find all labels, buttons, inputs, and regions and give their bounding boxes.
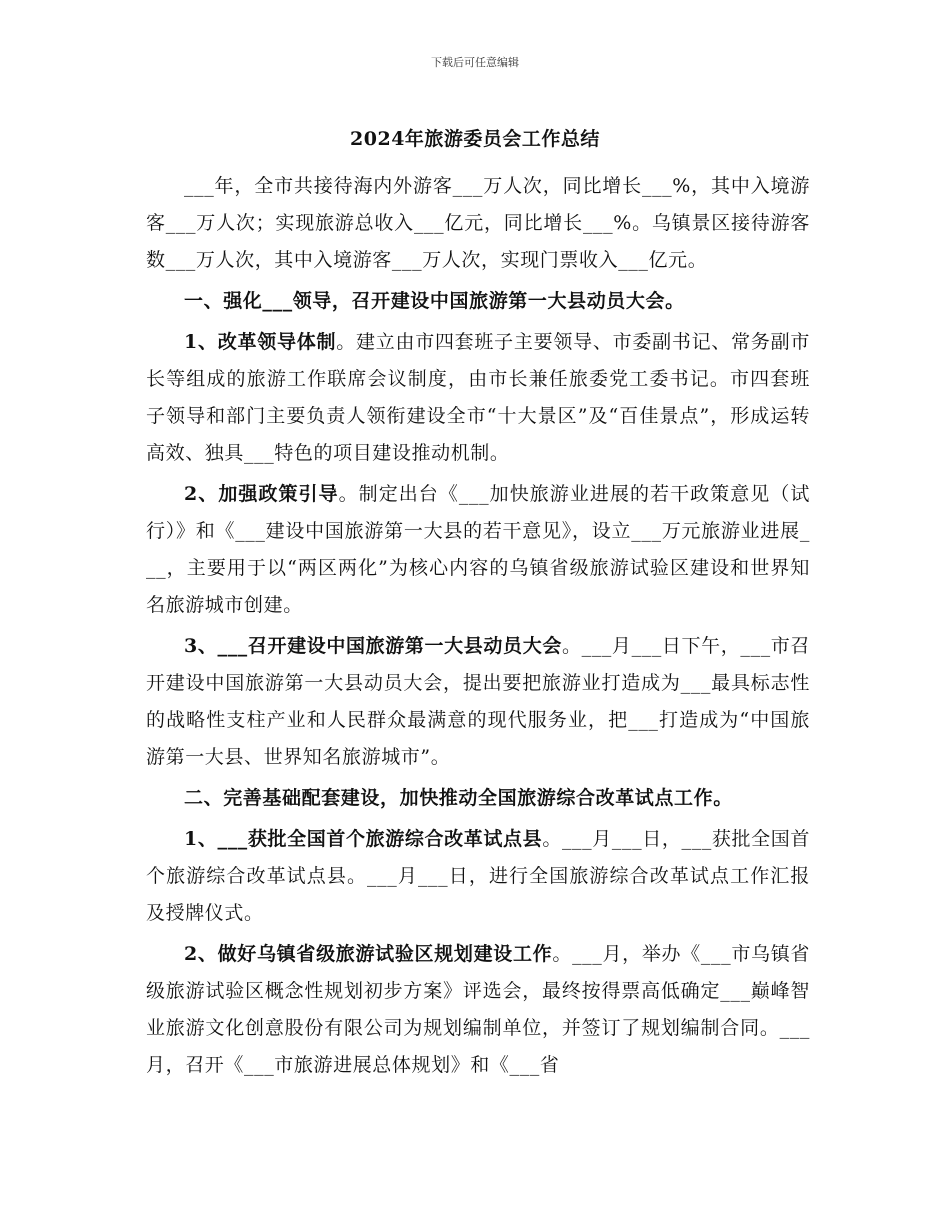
- paragraph-lead: 2、加强政策引导: [184, 483, 339, 505]
- paragraph-text: 。___月___日，___获批全国首个旅游综合改革试点县。___月___日，进行全国旅游综合改革试点工作汇报及授牌仪式。: [146, 828, 810, 924]
- paragraph-lead: 1、改革领导体制: [184, 331, 337, 353]
- paragraph-planning: [146, 936, 810, 1084]
- document-body: [146, 168, 810, 1088]
- paragraph-leadership: [146, 324, 810, 472]
- paragraph-policy: [146, 476, 810, 624]
- paragraph-text: 。___月，举办《___市乌镇省级旅游试验区概念性规划初步方案》评选会，最终按得票高低确定___巅峰智业旅游文化创意股份有限公司为规划编制单位，并签订了规划编制合同。___月，召开《___市旅游进展总体规划》和《___省: [146, 943, 810, 1076]
- paragraph-lead: 2、做好乌镇省级旅游试验区规划建设工作: [184, 943, 553, 965]
- document-title: 2024年旅游委员会工作总结: [350, 128, 600, 150]
- paragraph-text: 。___月___日下午，___市召开建设中国旅游第一大县动员大会，提出要把旅游业打造成为___最具标志性的战略性支柱产业和人民群众最满意的现代服务业，把___打造成为“中国旅游第一大县、世界知名旅游城市”。: [146, 635, 811, 768]
- section-heading-2: 二、完善基础配套建设，加快推动全国旅游综合改革试点工作。: [184, 787, 733, 809]
- paragraph-conference: [146, 628, 810, 776]
- paragraph-text: 。制定出台《___加快旅游业进展的若干政策意见（试行）》和《___建设中国旅游第一大县的若干意见》，设立___万元旅游业进展___，主要用于以“两区两化”为核心内容的乌镇省级旅游试验区建设和世界知名旅游城市创建。: [146, 483, 810, 616]
- intro-paragraph: [146, 168, 810, 279]
- paragraph-text: ___年，全市共接待海内外游客___万人次，同比增长___%，其中入境游客___万人次；实现旅游总收入___亿元，同比增长___%。乌镇景区接待游客数___万人次，其中入境游客___万人次，实现门票收入___亿元。: [146, 175, 810, 271]
- paragraph-pilot: [146, 821, 810, 932]
- download-note: 下载后可任意编辑: [431, 56, 519, 69]
- paragraph-text: 。建立由市四套班子主要领导、市委副书记、常务副市长等组成的旅游工作联席会议制度，由市长兼任旅委党工委书记。市四套班子领导和部门主要负责人领衔建设全市“十大景区”及“百佳景点”，形成运转高效、独具___特色的项目建设推动机制。: [146, 331, 810, 464]
- paragraph-lead: 3、___召开建设中国旅游第一大县动员大会: [184, 635, 562, 657]
- section-heading-1: 一、强化___领导，召开建设中国旅游第一大县动员大会。: [184, 290, 685, 312]
- paragraph-lead: 1、___获批全国首个旅游综合改革试点县: [184, 828, 543, 850]
